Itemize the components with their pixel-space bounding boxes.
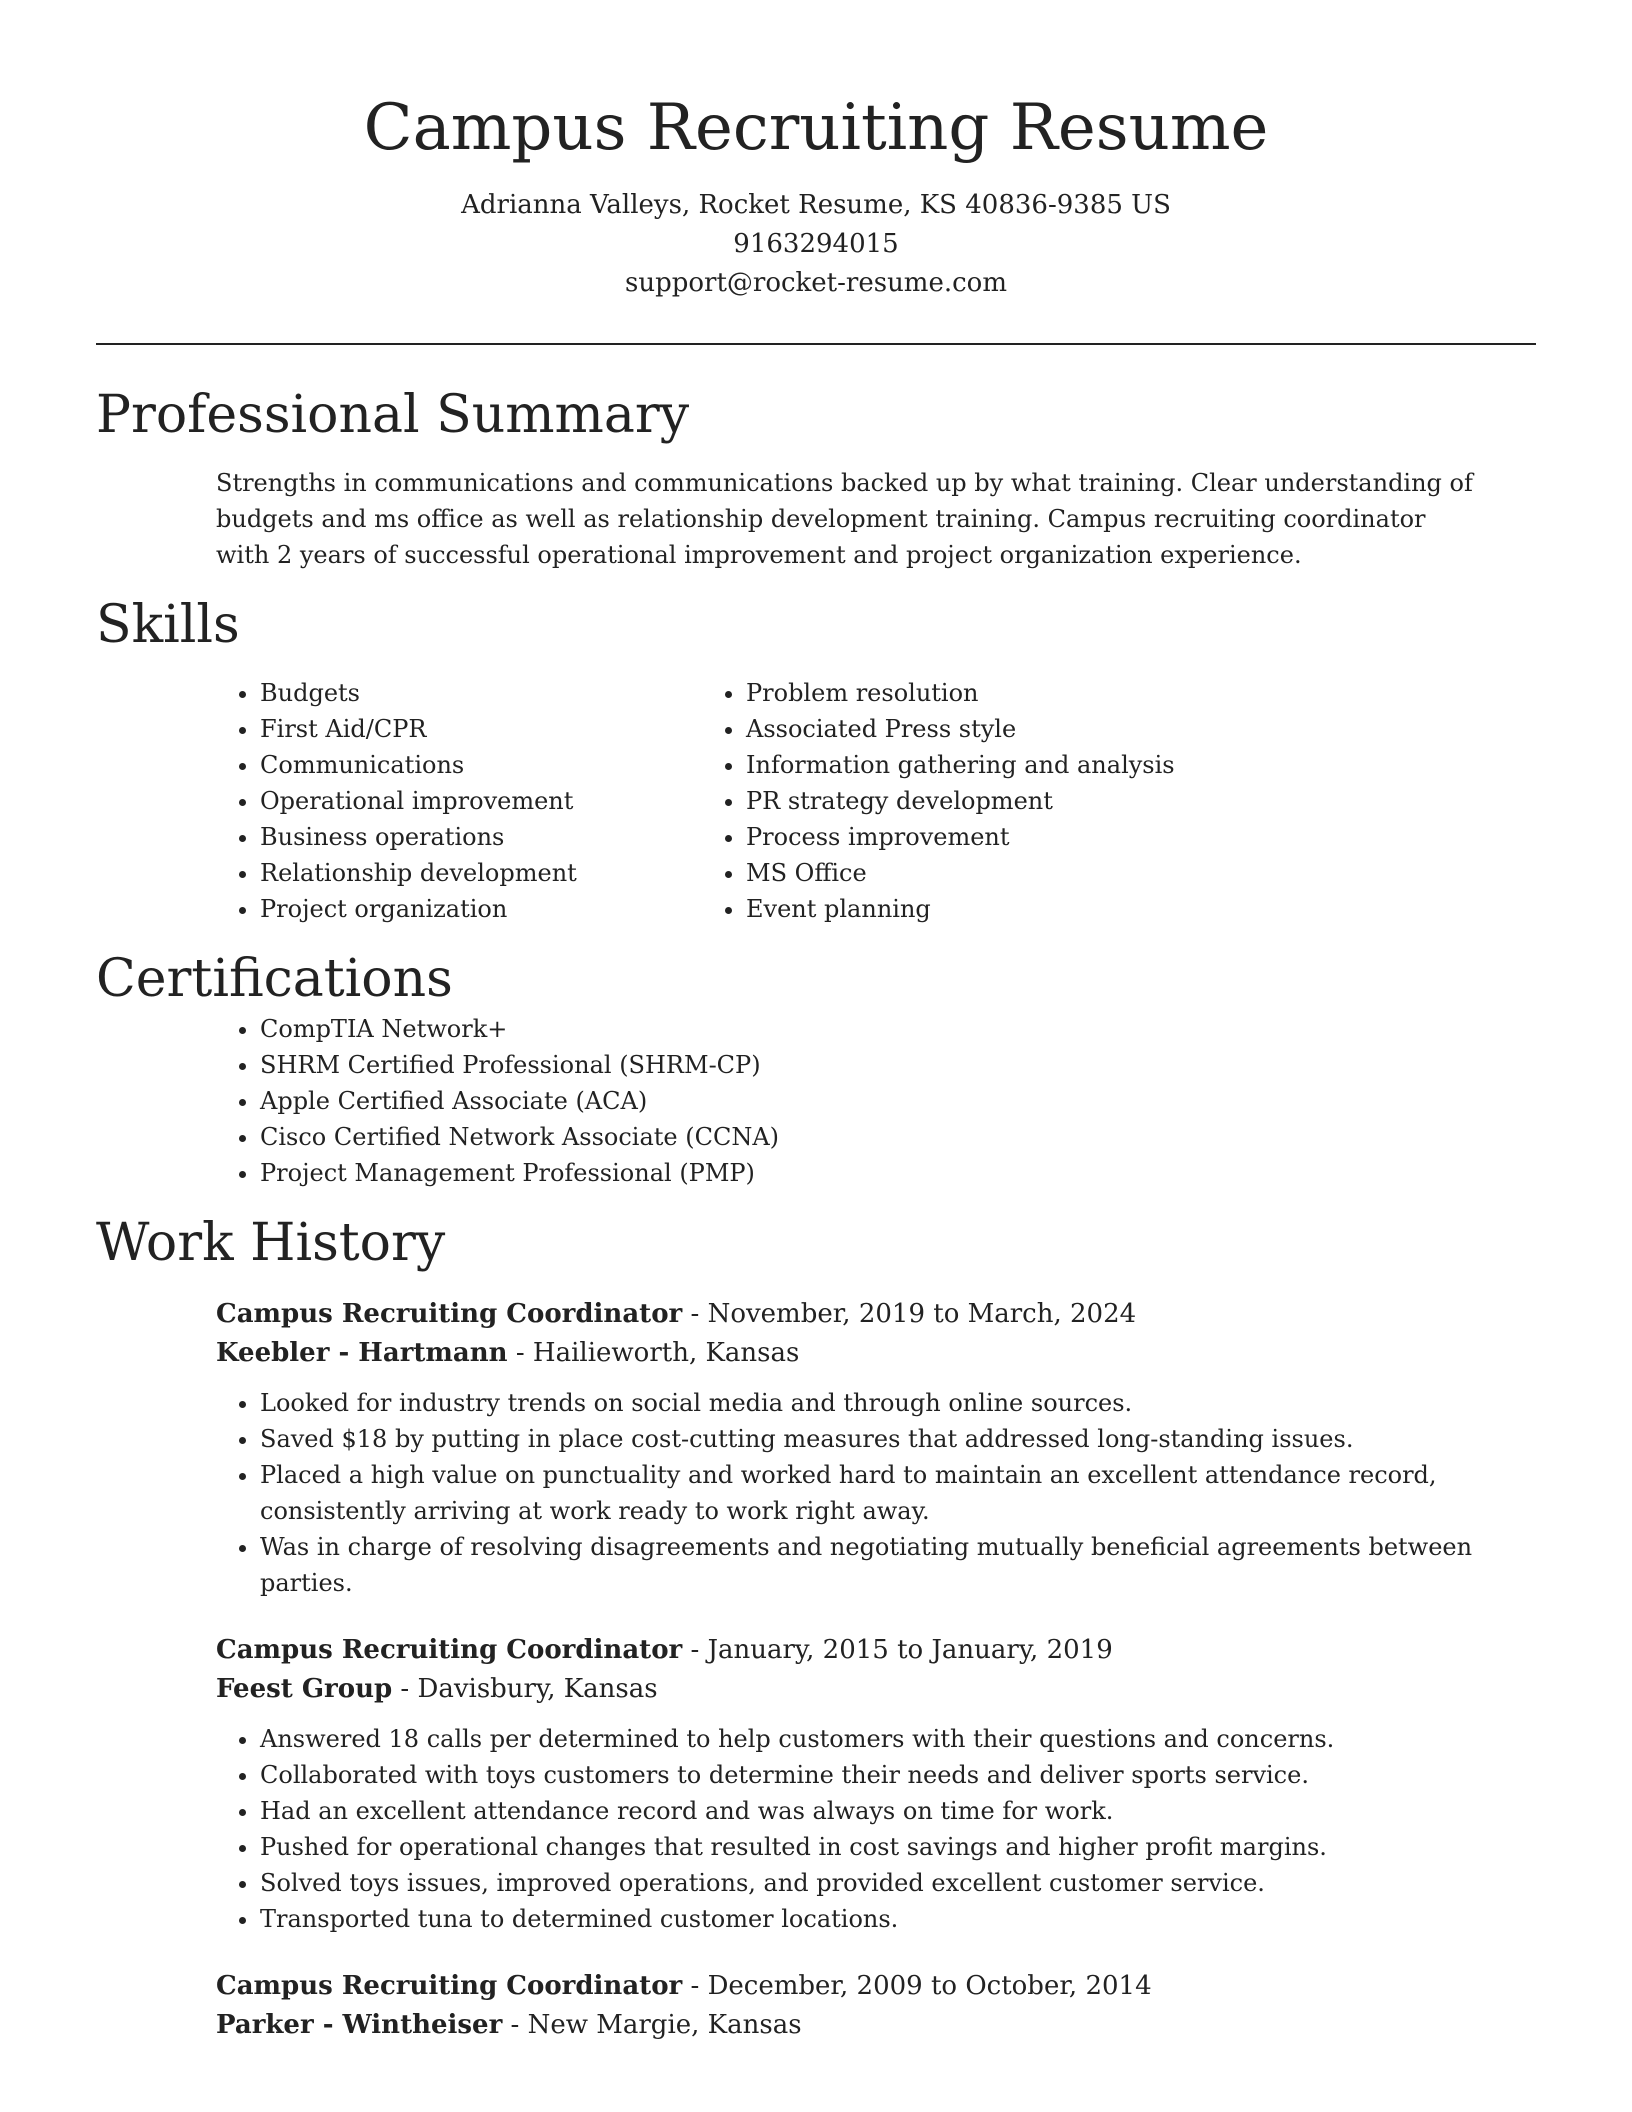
job-title: Campus Recruiting Coordinator [216,1299,683,1329]
skill-item: • Problem resolution [746,675,1372,711]
summary-heading: Professional Summary [96,385,690,445]
job-bullet: • Transported tuna to determined customer locations. [260,1901,1490,1937]
job-location: - New Margie, Kansas [502,2010,802,2040]
skill-item: • Project organization [260,891,746,927]
job-title: Campus Recruiting Coordinator [216,1635,683,1665]
job-bullets [216,1385,1490,1601]
skill-item: • Event planning [746,891,1372,927]
job-bullet: • Answered 18 calls per determined to help customers with their questions and concerns. [260,1721,1490,1757]
resume-page [96,0,1536,2045]
job-bullets [216,1721,1490,1937]
resume-title: Campus Recruiting Resume [363,91,1269,165]
skill-item: • MS Office [746,855,1372,891]
job-dates: - November, 2019 to March, 2024 [682,1299,1137,1329]
contact-address: Adrianna Valleys, Rocket Resume, KS 40836-9385 US [461,190,1171,220]
certification-item: • Project Management Professional (PMP) [260,1155,1536,1191]
job-company-line [216,1670,1536,1709]
header-divider [96,343,1536,345]
skill-item: • Associated Press style [746,711,1372,747]
job-bullet: • Pushed for operational changes that resulted in cost savings and higher profit margins. [260,1829,1490,1865]
job-title: Campus Recruiting Coordinator [216,1971,683,2001]
job-bullet: • Placed a high value on punctuality and worked hard to maintain an excellent attendance record, consistently arriving at work ready to work right away. [260,1457,1490,1529]
job-bullet: • Solved toys issues, improved operations, and provided excellent customer service. [260,1865,1490,1901]
job-entry [216,1967,1536,2045]
job-company: Parker - Wintheiser [216,2010,503,2040]
job-bullet: • Had an excellent attendance record and was always on time for work. [260,1793,1490,1829]
skill-item: • Process improvement [746,819,1372,855]
skills-heading: Skills [96,595,240,655]
contact-email: support@rocket-resume.com [624,268,1007,298]
skill-item: • First Aid/CPR [260,711,746,747]
job-company: Feest Group [216,1674,393,1704]
resume-header [96,0,1536,303]
job-title-line [216,1295,1536,1334]
certification-item: • CompTIA Network+ [260,1011,1536,1047]
work-history-heading: Work History [96,1213,446,1273]
job-bullet: • Was in charge of resolving disagreements and negotiating mutually beneficial agreements between parties. [260,1529,1490,1601]
job-location: - Davisbury, Kansas [392,1674,658,1704]
certification-item: • SHRM Certified Professional (SHRM-CP) [260,1047,1536,1083]
skill-item: • PR strategy development [746,783,1372,819]
job-bullet: • Saved $18 by putting in place cost-cutting measures that addressed long-standing issues. [260,1421,1490,1457]
certifications-list [96,1011,1536,1191]
job-title-line [216,1967,1536,2006]
skill-item: • Business operations [260,819,746,855]
job-company-line [216,1334,1536,1373]
certifications-heading: Certifications [96,949,453,1009]
skill-item: • Information gathering and analysis [746,747,1372,783]
certification-item: • Cisco Certified Network Associate (CCNA) [260,1119,1536,1155]
skills-list-right [582,675,1372,927]
summary-text: Strengths in communications and communications backed up by what training. Clear understanding of budgets and ms office as well as relationship development training. Campus recruiting coordinator with 2 years of successful operational improvement and project organization experience. [216,469,1473,569]
job-entry [216,1631,1536,1937]
skills-columns [96,675,1536,927]
skill-item: • Budgets [260,675,746,711]
job-bullet: • Looked for industry trends on social media and through online sources. [260,1385,1490,1421]
contact-phone: 9163294015 [733,229,899,259]
certification-item: • Apple Certified Associate (ACA) [260,1083,1536,1119]
job-location: - Hailieworth, Kansas [507,1338,800,1368]
skill-item: • Operational improvement [260,783,746,819]
job-dates: - December, 2009 to October, 2014 [682,1971,1152,2001]
job-dates: - January, 2015 to January, 2019 [682,1635,1113,1665]
job-bullet: • Collaborated with toys customers to determine their needs and deliver sports service. [260,1757,1490,1793]
job-title-line [216,1631,1536,1670]
job-company-line [216,2006,1536,2045]
skill-item: • Communications [260,747,746,783]
job-company: Keebler - Hartmann [216,1338,508,1368]
job-entry [216,1295,1536,1601]
skill-item: • Relationship development [260,855,746,891]
